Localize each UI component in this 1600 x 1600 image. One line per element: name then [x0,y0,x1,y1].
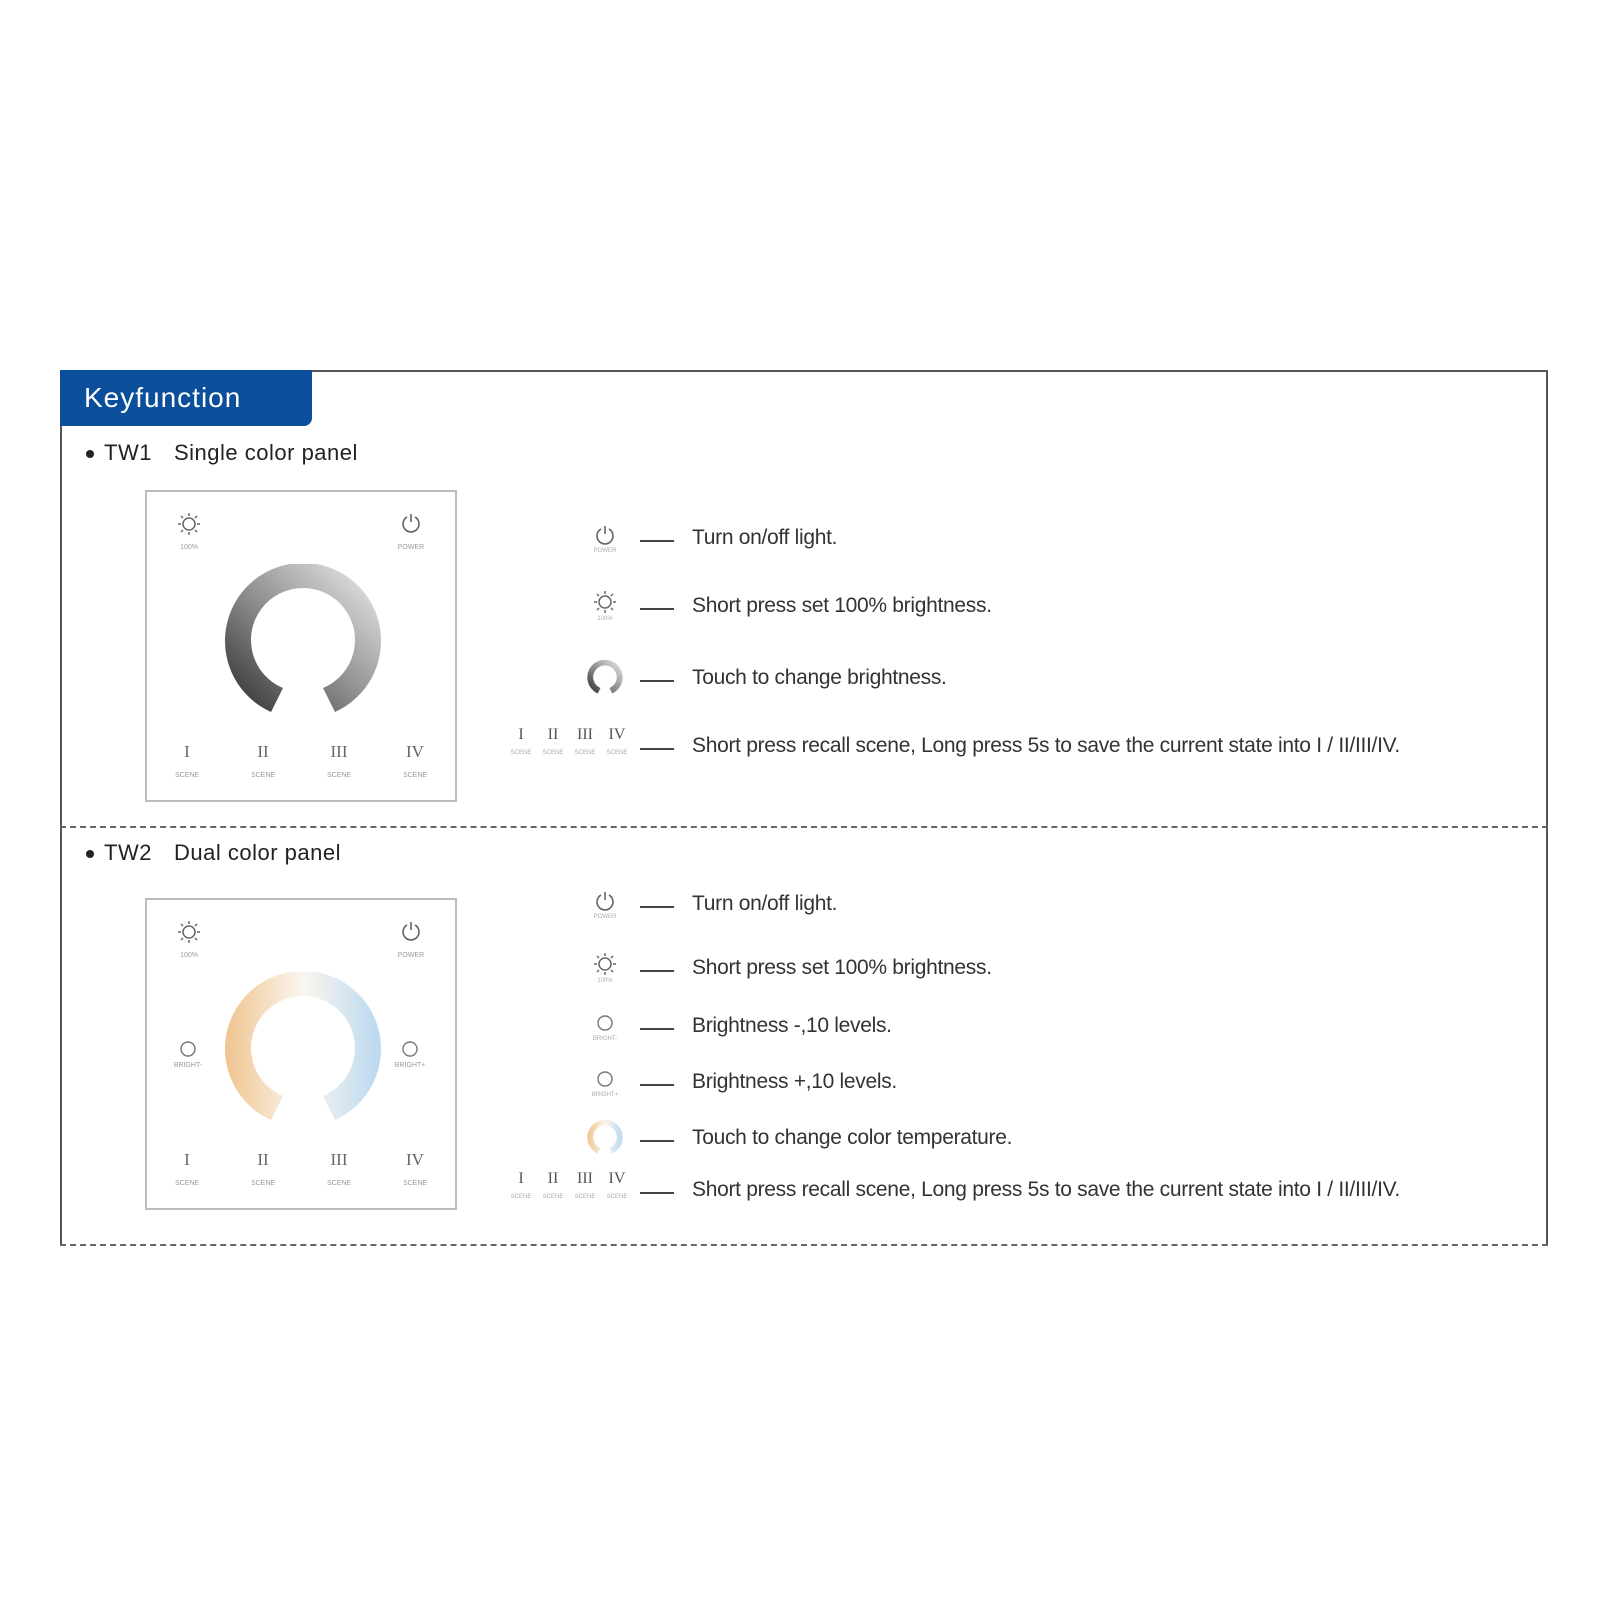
section-divider [60,826,1548,828]
item-description: Short press recall scene, Long press 5s to save the current state into I / II/III/IV. [692,1178,1400,1201]
scene-sub-label: SCENE [174,1180,200,1187]
power-icon [594,890,616,912]
power-icon [400,512,422,534]
tw1-name: Single color panel [174,440,358,465]
connector-line [640,1192,674,1194]
scene-4-icon: IV [608,1170,626,1187]
connector-line [640,1028,674,1030]
icon-caption: SCENE [606,1194,628,1200]
color-temperature-wheel-icon [586,1120,624,1158]
item-description: Touch to change brightness. [692,666,947,689]
item-description: Brightness -,10 levels. [692,1014,892,1037]
tw1-code: TW1 [104,440,152,465]
scene-3-label: III [330,1150,348,1169]
icon-caption: SCENE [510,750,532,756]
section-divider [60,1244,1548,1246]
icon-caption: SCENE [574,750,596,756]
icon-caption: POWER [593,548,617,554]
scene-1-icon: I [518,1170,524,1187]
scene-3-label: III [330,742,348,761]
tw1-panel-image [145,490,457,802]
panel-label-bright-minus: BRIGHT- [173,1062,203,1069]
scene-3-icon: III [577,726,593,743]
connector-line [640,680,674,682]
connector-line [640,608,674,610]
icon-caption: SCENE [542,1194,564,1200]
item-description: Turn on/off light. [692,892,838,915]
circle-icon [596,1014,614,1032]
icon-caption: POWER [593,914,617,920]
bullet-icon [86,450,94,458]
sun-icon [177,512,201,536]
panel-label-bright-plus: BRIGHT+ [394,1062,426,1069]
tw2-name: Dual color panel [174,840,341,865]
icon-caption: SCENE [510,1194,532,1200]
scene-1-label: I [184,1150,190,1169]
item-description: Brightness +,10 levels. [692,1070,897,1093]
icon-caption: BRIGHT- [592,1036,618,1042]
scene-sub-label: SCENE [250,772,276,779]
panel-label-power: POWER [397,952,425,959]
scene-2-icon: II [547,1170,559,1187]
scene-sub-label: SCENE [250,1180,276,1187]
power-icon [594,524,616,546]
circle-icon [596,1070,614,1088]
brightness-wheel-icon [219,564,387,732]
icon-caption: 100% [597,978,613,984]
power-icon [400,920,422,942]
scene-sub-label: SCENE [326,772,352,779]
panel-label-100: 100% [180,952,198,959]
brightness-wheel-icon [586,660,624,698]
item-description: Short press set 100% brightness. [692,594,992,617]
icon-caption: 100% [597,616,613,622]
icon-caption: BRIGHT+ [591,1092,619,1098]
scene-sub-label: SCENE [402,772,428,779]
connector-line [640,748,674,750]
sun-icon [593,952,617,976]
item-description: Turn on/off light. [692,526,838,549]
tw2-title [86,840,341,866]
color-temperature-wheel-icon [219,972,387,1140]
circle-icon [179,1040,197,1058]
connector-line [640,1140,674,1142]
scene-2-icon: II [547,726,559,743]
scene-2-label: II [257,742,269,761]
sun-icon [593,590,617,614]
connector-line [640,906,674,908]
scene-sub-label: SCENE [402,1180,428,1187]
scene-1-icon: I [518,726,524,743]
item-description: Short press recall scene, Long press 5s to save the current state into I / II/III/IV. [692,734,1400,757]
tw1-title [86,440,358,466]
scene-2-label: II [257,1150,269,1169]
scene-4-label: IV [406,742,424,761]
item-description: Short press set 100% brightness. [692,956,992,979]
tw2-code: TW2 [104,840,152,865]
scene-sub-label: SCENE [174,772,200,779]
connector-line [640,1084,674,1086]
tw2-panel-image [145,898,457,1210]
panel-label-100: 100% [180,544,198,551]
sun-icon [177,920,201,944]
icon-caption: SCENE [606,750,628,756]
section-header: Keyfunction [60,370,312,426]
scene-sub-label: SCENE [326,1180,352,1187]
scene-1-label: I [184,742,190,761]
connector-line [640,540,674,542]
scene-4-icon: IV [608,726,626,743]
icon-caption: SCENE [542,750,564,756]
icon-caption: SCENE [574,1194,596,1200]
connector-line [640,970,674,972]
item-description: Touch to change color temperature. [692,1126,1013,1149]
circle-icon [401,1040,419,1058]
scene-4-label: IV [406,1150,424,1169]
scene-3-icon: III [577,1170,593,1187]
panel-label-power: POWER [397,544,425,551]
bullet-icon [86,850,94,858]
